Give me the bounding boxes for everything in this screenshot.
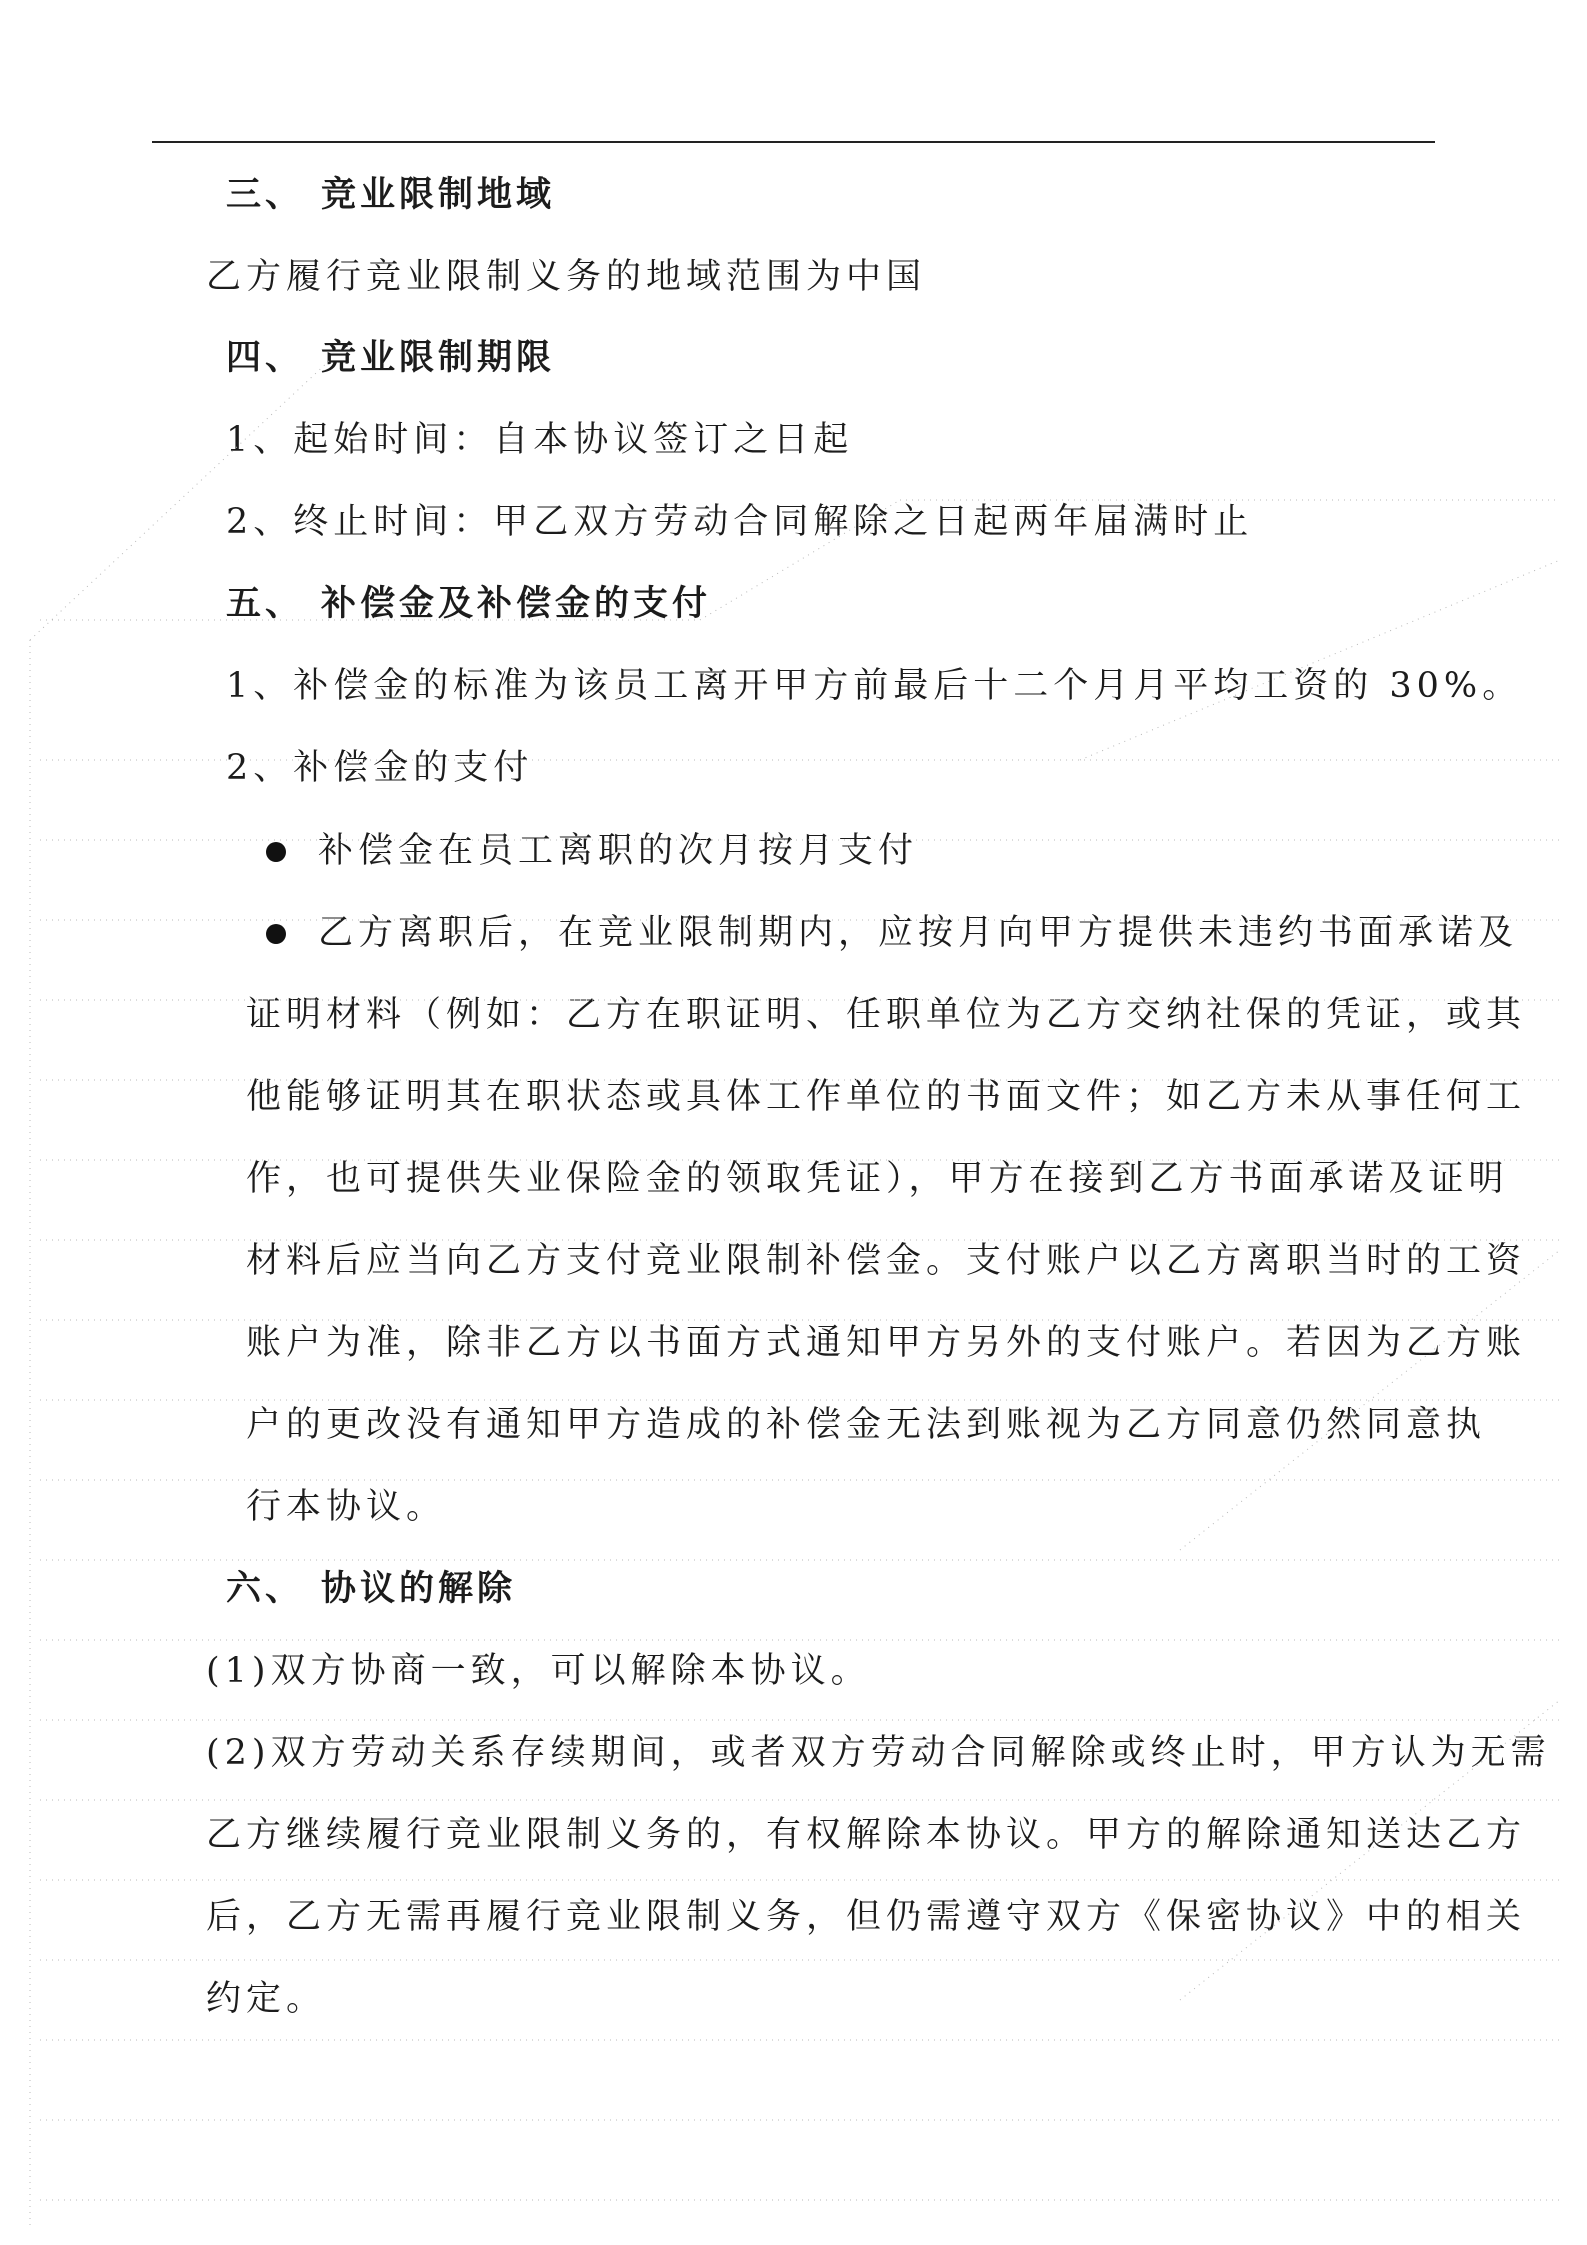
section-6-number: 六、 — [226, 1568, 305, 1609]
section-5-title: 补偿金及补偿金的支付 — [321, 583, 712, 624]
section-6-heading — [226, 1567, 516, 1611]
section-5-bullet-2-line: 行本协议。 — [246, 1487, 447, 1527]
section-5-item-2: 2、补偿金的支付 — [226, 748, 534, 788]
section-4-heading — [226, 336, 555, 380]
section-4-title: 竞业限制期限 — [321, 337, 556, 378]
section-5-bullet-2-line: 作，也可提供失业保险金的领取凭证），甲方在接到乙方书面承诺及证明 — [246, 1159, 1509, 1199]
section-5-bullet-2-line: 户的更改没有通知甲方造成的补偿金无法到账视为乙方同意仍然同意执 — [246, 1405, 1487, 1445]
section-5-bullet-2-line: 他能够证明其在职状态或具体工作单位的书面文件；如乙方未从事任何工 — [246, 1077, 1527, 1117]
section-6-paragraph-1: (1)双方协商一致，可以解除本协议。 — [206, 1651, 871, 1691]
section-6-paragraph-2-line: 乙方继续履行竞业限制义务的，有权解除本协议。甲方的解除通知送达乙方 — [206, 1815, 1527, 1855]
section-5-heading — [226, 582, 711, 626]
section-6-paragraph-2-line: 后，乙方无需再履行竞业限制义务，但仍需遵守双方《保密协议》中的相关 — [206, 1897, 1527, 1937]
section-5-bullet-2-line: 账户为准，除非乙方以书面方式通知甲方另外的支付账户。若因为乙方账 — [246, 1323, 1527, 1363]
header-rule — [152, 141, 1435, 143]
section-5-bullet-2-line: 乙方离职后，在竞业限制期内，应按月向甲方提供未违约书面承诺及 — [318, 913, 1519, 953]
bullet-dot-icon — [266, 924, 286, 944]
section-4-item-2: 2、终止时间：甲乙双方劳动合同解除之日起两年届满时止 — [226, 502, 1254, 542]
section-5-number: 五、 — [226, 583, 305, 624]
section-3-title: 竞业限制地域 — [321, 174, 556, 215]
section-5-item-1: 1、补偿金的标准为该员工离开甲方前最后十二个月月平均工资的 30%。 — [226, 666, 1523, 706]
bullet-dot-icon — [266, 842, 286, 862]
section-6-paragraph-2-line: 约定。 — [206, 1979, 327, 2019]
section-3-body: 乙方履行竞业限制义务的地域范围为中国 — [206, 257, 927, 297]
section-3-heading — [226, 173, 555, 217]
section-5-bullet-2-line: 证明材料（例如：乙方在职证明、任职单位为乙方交纳社保的凭证，或其 — [246, 995, 1527, 1035]
section-3-number: 三、 — [226, 174, 305, 215]
section-5-bullet-2-line: 材料后应当向乙方支付竞业限制补偿金。支付账户以乙方离职当时的工资 — [246, 1241, 1527, 1281]
section-5-bullet-1: 补偿金在员工离职的次月按月支付 — [318, 831, 919, 871]
section-4-number: 四、 — [226, 337, 305, 378]
section-6-title: 协议的解除 — [321, 1568, 517, 1609]
section-6-paragraph-2-line: (2)双方劳动关系存续期间，或者双方劳动合同解除或终止时，甲方认为无需 — [206, 1733, 1551, 1773]
section-4-item-1: 1、起始时间：自本协议签订之日起 — [226, 420, 854, 460]
